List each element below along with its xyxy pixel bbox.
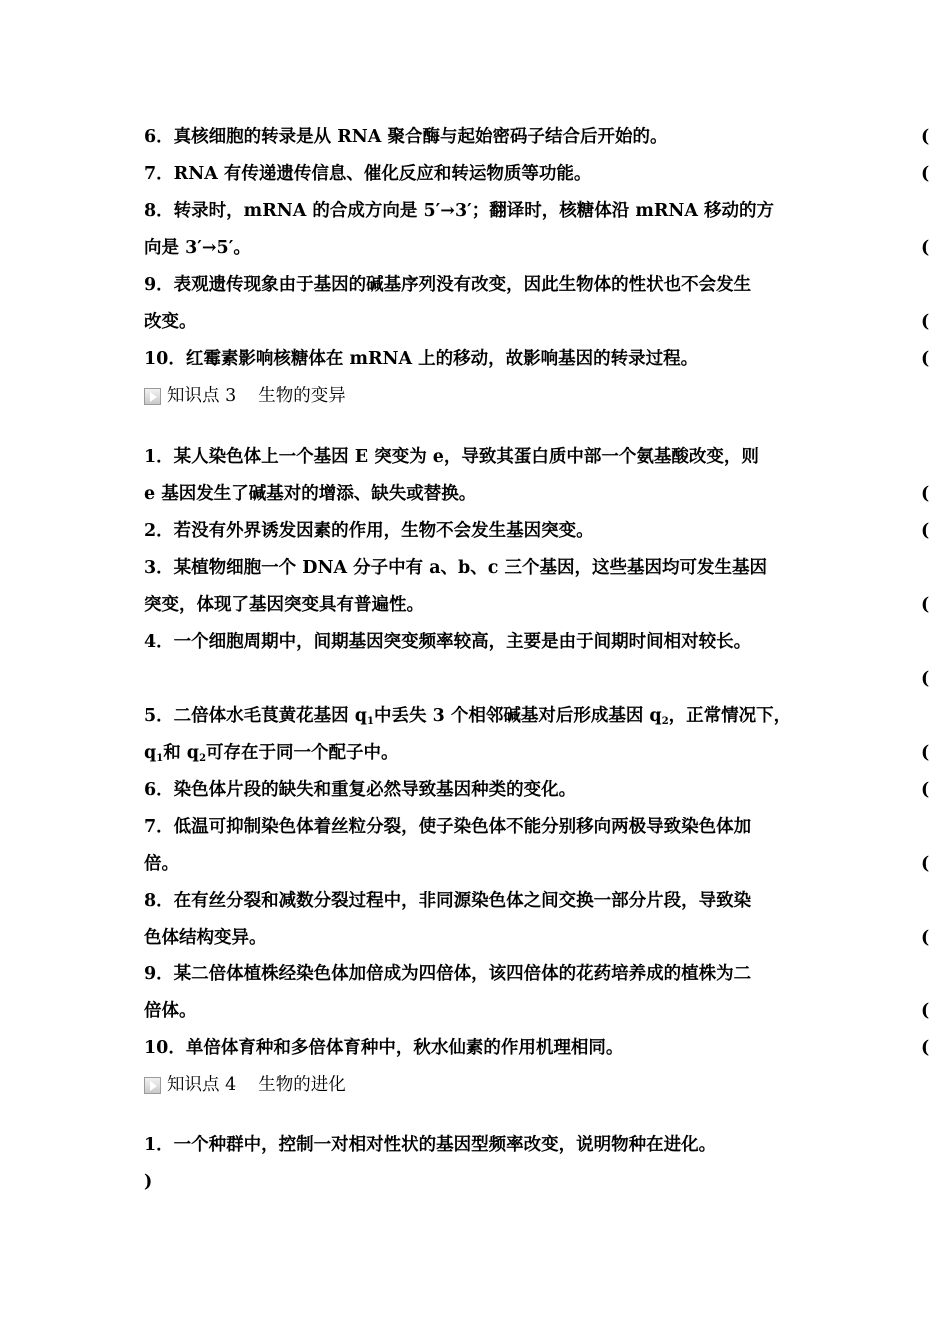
- answer-paren: (: [921, 238, 930, 258]
- answer-paren: (: [921, 928, 930, 948]
- variation-statement-5-line2: $q_1$和 $q_2$可存在于同一个配子中。: [144, 743, 399, 764]
- answer-paren: (: [921, 164, 930, 184]
- evolution-statement-1: 1．一个种群中，控制一对相对性状的基因型频率改变，说明物种在进化。: [144, 1135, 717, 1155]
- variation-statement-9-line2: 倍体。: [144, 1001, 197, 1021]
- statement-8-line1: 8．转录时，mRNA 的合成方向是 5′→3′；翻译时，核糖体沿 mRNA 移动的方: [144, 201, 775, 221]
- answer-paren: (: [921, 312, 930, 332]
- variation-statement-1-line1: 1．某人染色体上一个基因 E 突变为 e，导致其蛋白质中部一个氨基酸改变，则: [144, 447, 759, 467]
- section-label: 知识点 4: [167, 1075, 237, 1095]
- section-heading-4: [144, 1072, 346, 1098]
- variation-statement-6: 6．染色体片段的缺失和重复必然导致基因种类的变化。: [144, 780, 577, 800]
- section-title: 生物的变异: [258, 386, 346, 406]
- statement-7: 7．RNA 有传递遗传信息、催化反应和转运物质等功能。: [144, 164, 592, 184]
- play-icon: [144, 1077, 161, 1094]
- section-heading-3: [144, 383, 346, 409]
- variation-statement-7-line1: 7．低温可抑制染色体着丝粒分裂，使子染色体不能分别移向两极导致染色体加: [144, 817, 752, 837]
- answer-paren: (: [921, 1001, 930, 1021]
- statement-8-line2: 向是 3′→5′。: [144, 238, 251, 258]
- play-icon: [144, 388, 161, 405]
- variation-statement-8-line1: 8．在有丝分裂和减数分裂过程中，非同源染色体之间交换一部分片段，导致染: [144, 891, 752, 911]
- answer-paren: (: [921, 349, 930, 369]
- section-label: 知识点 3: [167, 386, 237, 406]
- answer-paren: (: [921, 743, 930, 763]
- answer-paren-close: ): [144, 1172, 153, 1192]
- answer-paren: (: [921, 595, 930, 615]
- variation-statement-1-line2: e 基因发生了碱基对的增添、缺失或替换。: [144, 484, 477, 504]
- statement-9-line1: 9．表观遗传现象由于基因的碱基序列没有改变，因此生物体的性状也不会发生: [144, 275, 752, 295]
- answer-paren: (: [921, 1038, 930, 1058]
- variation-statement-9-line1: 9．某二倍体植株经染色体加倍成为四倍体，该四倍体的花药培养成的植株为二: [144, 964, 752, 984]
- statement-9-line2: 改变。: [144, 312, 197, 332]
- variation-statement-5-line1: 5．二倍体水毛茛黄花基因 $q_1$中丢失 3 个相邻碱基对后形成基因 $q_2$，正常情况下，: [144, 706, 792, 727]
- variation-statement-7-line2: 倍。: [144, 854, 179, 874]
- variation-statement-3-line1: 3．某植物细胞一个 DNA 分子中有 a、b、c 三个基因，这些基因均可发生基因: [144, 558, 768, 578]
- statement-10: 10．红霉素影响核糖体在 mRNA 上的移动，故影响基因的转录过程。: [144, 349, 699, 369]
- section-title: 生物的进化: [258, 1075, 346, 1095]
- answer-paren: (: [921, 780, 930, 800]
- variation-statement-8-line2: 色体结构变异。: [144, 928, 267, 948]
- variation-statement-10: 10．单倍体育种和多倍体育种中，秋水仙素的作用机理相同。: [144, 1038, 624, 1058]
- answer-paren: (: [921, 127, 930, 147]
- variation-statement-4: 4．一个细胞周期中，间期基因突变频率较高，主要是由于间期时间相对较长。: [144, 632, 752, 652]
- answer-paren: (: [921, 521, 930, 541]
- answer-paren: (: [921, 484, 930, 504]
- answer-paren: (: [921, 669, 930, 689]
- answer-paren: (: [921, 854, 930, 874]
- variation-statement-3-line2: 突变，体现了基因突变具有普遍性。: [144, 595, 424, 615]
- statement-6: 6．真核细胞的转录是从 RNA 聚合酶与起始密码子结合后开始的。: [144, 127, 668, 147]
- variation-statement-2: 2．若没有外界诱发因素的作用，生物不会发生基因突变。: [144, 521, 594, 541]
